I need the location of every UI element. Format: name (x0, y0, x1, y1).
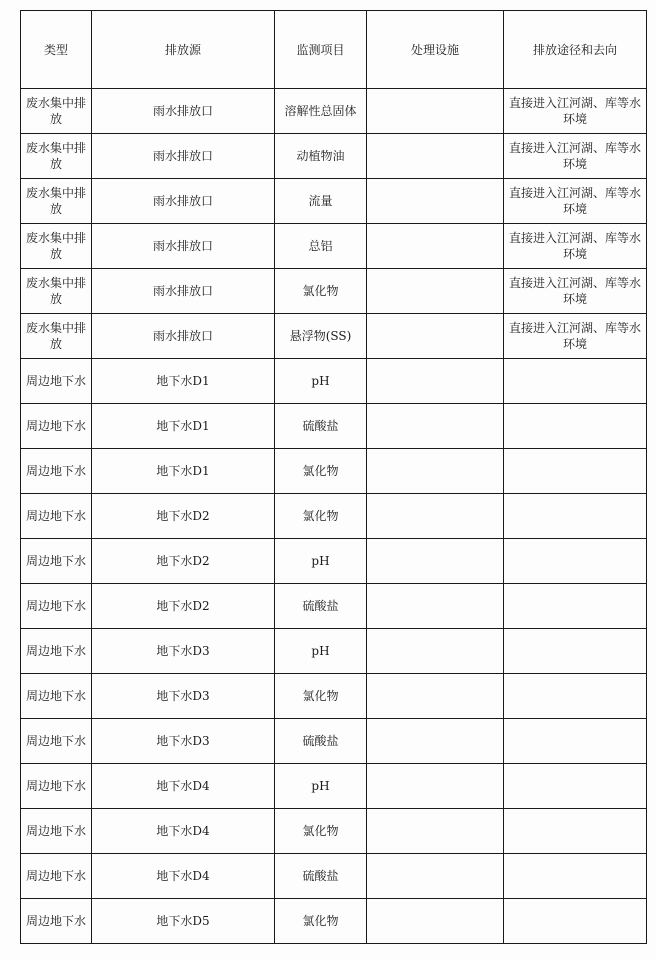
cell-facility (367, 449, 504, 494)
cell-type: 周边地下水 (21, 899, 92, 944)
header-facility: 处理设施 (367, 11, 504, 89)
cell-item: 氯化物 (275, 494, 367, 539)
cell-facility (367, 764, 504, 809)
cell-facility (367, 179, 504, 224)
cell-type: 废水集中排放 (21, 224, 92, 269)
cell-source: 地下水D1 (92, 449, 275, 494)
cell-item: 氯化物 (275, 809, 367, 854)
table-row (21, 179, 647, 224)
table-body (21, 89, 647, 944)
cell-type: 周边地下水 (21, 854, 92, 899)
cell-facility (367, 404, 504, 449)
header-source: 排放源 (92, 11, 275, 89)
cell-type: 周边地下水 (21, 539, 92, 584)
cell-facility (367, 719, 504, 764)
cell-route (504, 584, 647, 629)
cell-source: 地下水D5 (92, 899, 275, 944)
cell-item: 氯化物 (275, 899, 367, 944)
cell-facility (367, 224, 504, 269)
table-row (21, 674, 647, 719)
cell-item: 硫酸盐 (275, 404, 367, 449)
cell-facility (367, 899, 504, 944)
cell-route (504, 449, 647, 494)
cell-type: 废水集中排放 (21, 179, 92, 224)
cell-type: 周边地下水 (21, 404, 92, 449)
header-type: 类型 (21, 11, 92, 89)
cell-type: 周边地下水 (21, 584, 92, 629)
cell-item: 氯化物 (275, 449, 367, 494)
cell-route: 直接进入江河湖、库等水环境 (504, 269, 647, 314)
table-row (21, 404, 647, 449)
cell-item: pH (275, 629, 367, 674)
cell-source: 雨水排放口 (92, 224, 275, 269)
cell-item: 硫酸盐 (275, 719, 367, 764)
cell-source: 地下水D2 (92, 494, 275, 539)
cell-facility (367, 494, 504, 539)
cell-item: 悬浮物(SS) (275, 314, 367, 359)
cell-type: 周边地下水 (21, 719, 92, 764)
table-row (21, 854, 647, 899)
table-row (21, 629, 647, 674)
cell-type: 废水集中排放 (21, 314, 92, 359)
cell-source: 雨水排放口 (92, 314, 275, 359)
cell-route (504, 494, 647, 539)
cell-type: 周边地下水 (21, 449, 92, 494)
cell-route (504, 854, 647, 899)
table-row (21, 134, 647, 179)
cell-source: 地下水D2 (92, 584, 275, 629)
cell-route: 直接进入江河湖、库等水环境 (504, 179, 647, 224)
cell-source: 地下水D4 (92, 764, 275, 809)
cell-item: pH (275, 539, 367, 584)
cell-item: 总铝 (275, 224, 367, 269)
header-item: 监测项目 (275, 11, 367, 89)
cell-type: 周边地下水 (21, 764, 92, 809)
cell-facility (367, 359, 504, 404)
cell-route (504, 899, 647, 944)
cell-type: 周边地下水 (21, 494, 92, 539)
cell-item: pH (275, 359, 367, 404)
cell-source: 雨水排放口 (92, 134, 275, 179)
cell-route (504, 404, 647, 449)
cell-item: 硫酸盐 (275, 584, 367, 629)
table-row (21, 269, 647, 314)
cell-facility (367, 629, 504, 674)
cell-item: 动植物油 (275, 134, 367, 179)
cell-item: 流量 (275, 179, 367, 224)
cell-source: 雨水排放口 (92, 89, 275, 134)
monitoring-table (20, 10, 647, 944)
cell-route (504, 674, 647, 719)
cell-source: 雨水排放口 (92, 179, 275, 224)
cell-route: 直接进入江河湖、库等水环境 (504, 134, 647, 179)
cell-source: 地下水D3 (92, 629, 275, 674)
cell-type: 周边地下水 (21, 629, 92, 674)
cell-type: 周边地下水 (21, 674, 92, 719)
cell-route: 直接进入江河湖、库等水环境 (504, 224, 647, 269)
table-header-row (21, 11, 647, 89)
cell-facility (367, 539, 504, 584)
table-row (21, 494, 647, 539)
cell-type: 废水集中排放 (21, 134, 92, 179)
cell-source: 地下水D3 (92, 719, 275, 764)
table-row (21, 584, 647, 629)
cell-facility (367, 314, 504, 359)
cell-item: 硫酸盐 (275, 854, 367, 899)
cell-type: 废水集中排放 (21, 269, 92, 314)
cell-route: 直接进入江河湖、库等水环境 (504, 89, 647, 134)
cell-source: 地下水D4 (92, 854, 275, 899)
cell-type: 周边地下水 (21, 809, 92, 854)
cell-facility (367, 674, 504, 719)
table-row (21, 764, 647, 809)
cell-route (504, 809, 647, 854)
table-row (21, 809, 647, 854)
cell-item: pH (275, 764, 367, 809)
cell-type: 周边地下水 (21, 359, 92, 404)
table-row (21, 449, 647, 494)
cell-facility (367, 89, 504, 134)
cell-facility (367, 809, 504, 854)
cell-facility (367, 584, 504, 629)
cell-source: 地下水D1 (92, 359, 275, 404)
table-row (21, 899, 647, 944)
cell-route (504, 539, 647, 584)
cell-route (504, 359, 647, 404)
cell-route (504, 764, 647, 809)
cell-item: 氯化物 (275, 269, 367, 314)
table-row (21, 89, 647, 134)
cell-source: 雨水排放口 (92, 269, 275, 314)
cell-item: 氯化物 (275, 674, 367, 719)
cell-route: 直接进入江河湖、库等水环境 (504, 314, 647, 359)
cell-source: 地下水D3 (92, 674, 275, 719)
table-row (21, 224, 647, 269)
cell-route (504, 719, 647, 764)
table-row (21, 359, 647, 404)
cell-facility (367, 134, 504, 179)
cell-item: 溶解性总固体 (275, 89, 367, 134)
header-route: 排放途径和去向 (504, 11, 647, 89)
cell-route (504, 629, 647, 674)
cell-type: 废水集中排放 (21, 89, 92, 134)
cell-facility (367, 854, 504, 899)
cell-source: 地下水D2 (92, 539, 275, 584)
table-row (21, 539, 647, 584)
cell-source: 地下水D1 (92, 404, 275, 449)
table-row (21, 314, 647, 359)
cell-facility (367, 269, 504, 314)
cell-source: 地下水D4 (92, 809, 275, 854)
table-row (21, 719, 647, 764)
